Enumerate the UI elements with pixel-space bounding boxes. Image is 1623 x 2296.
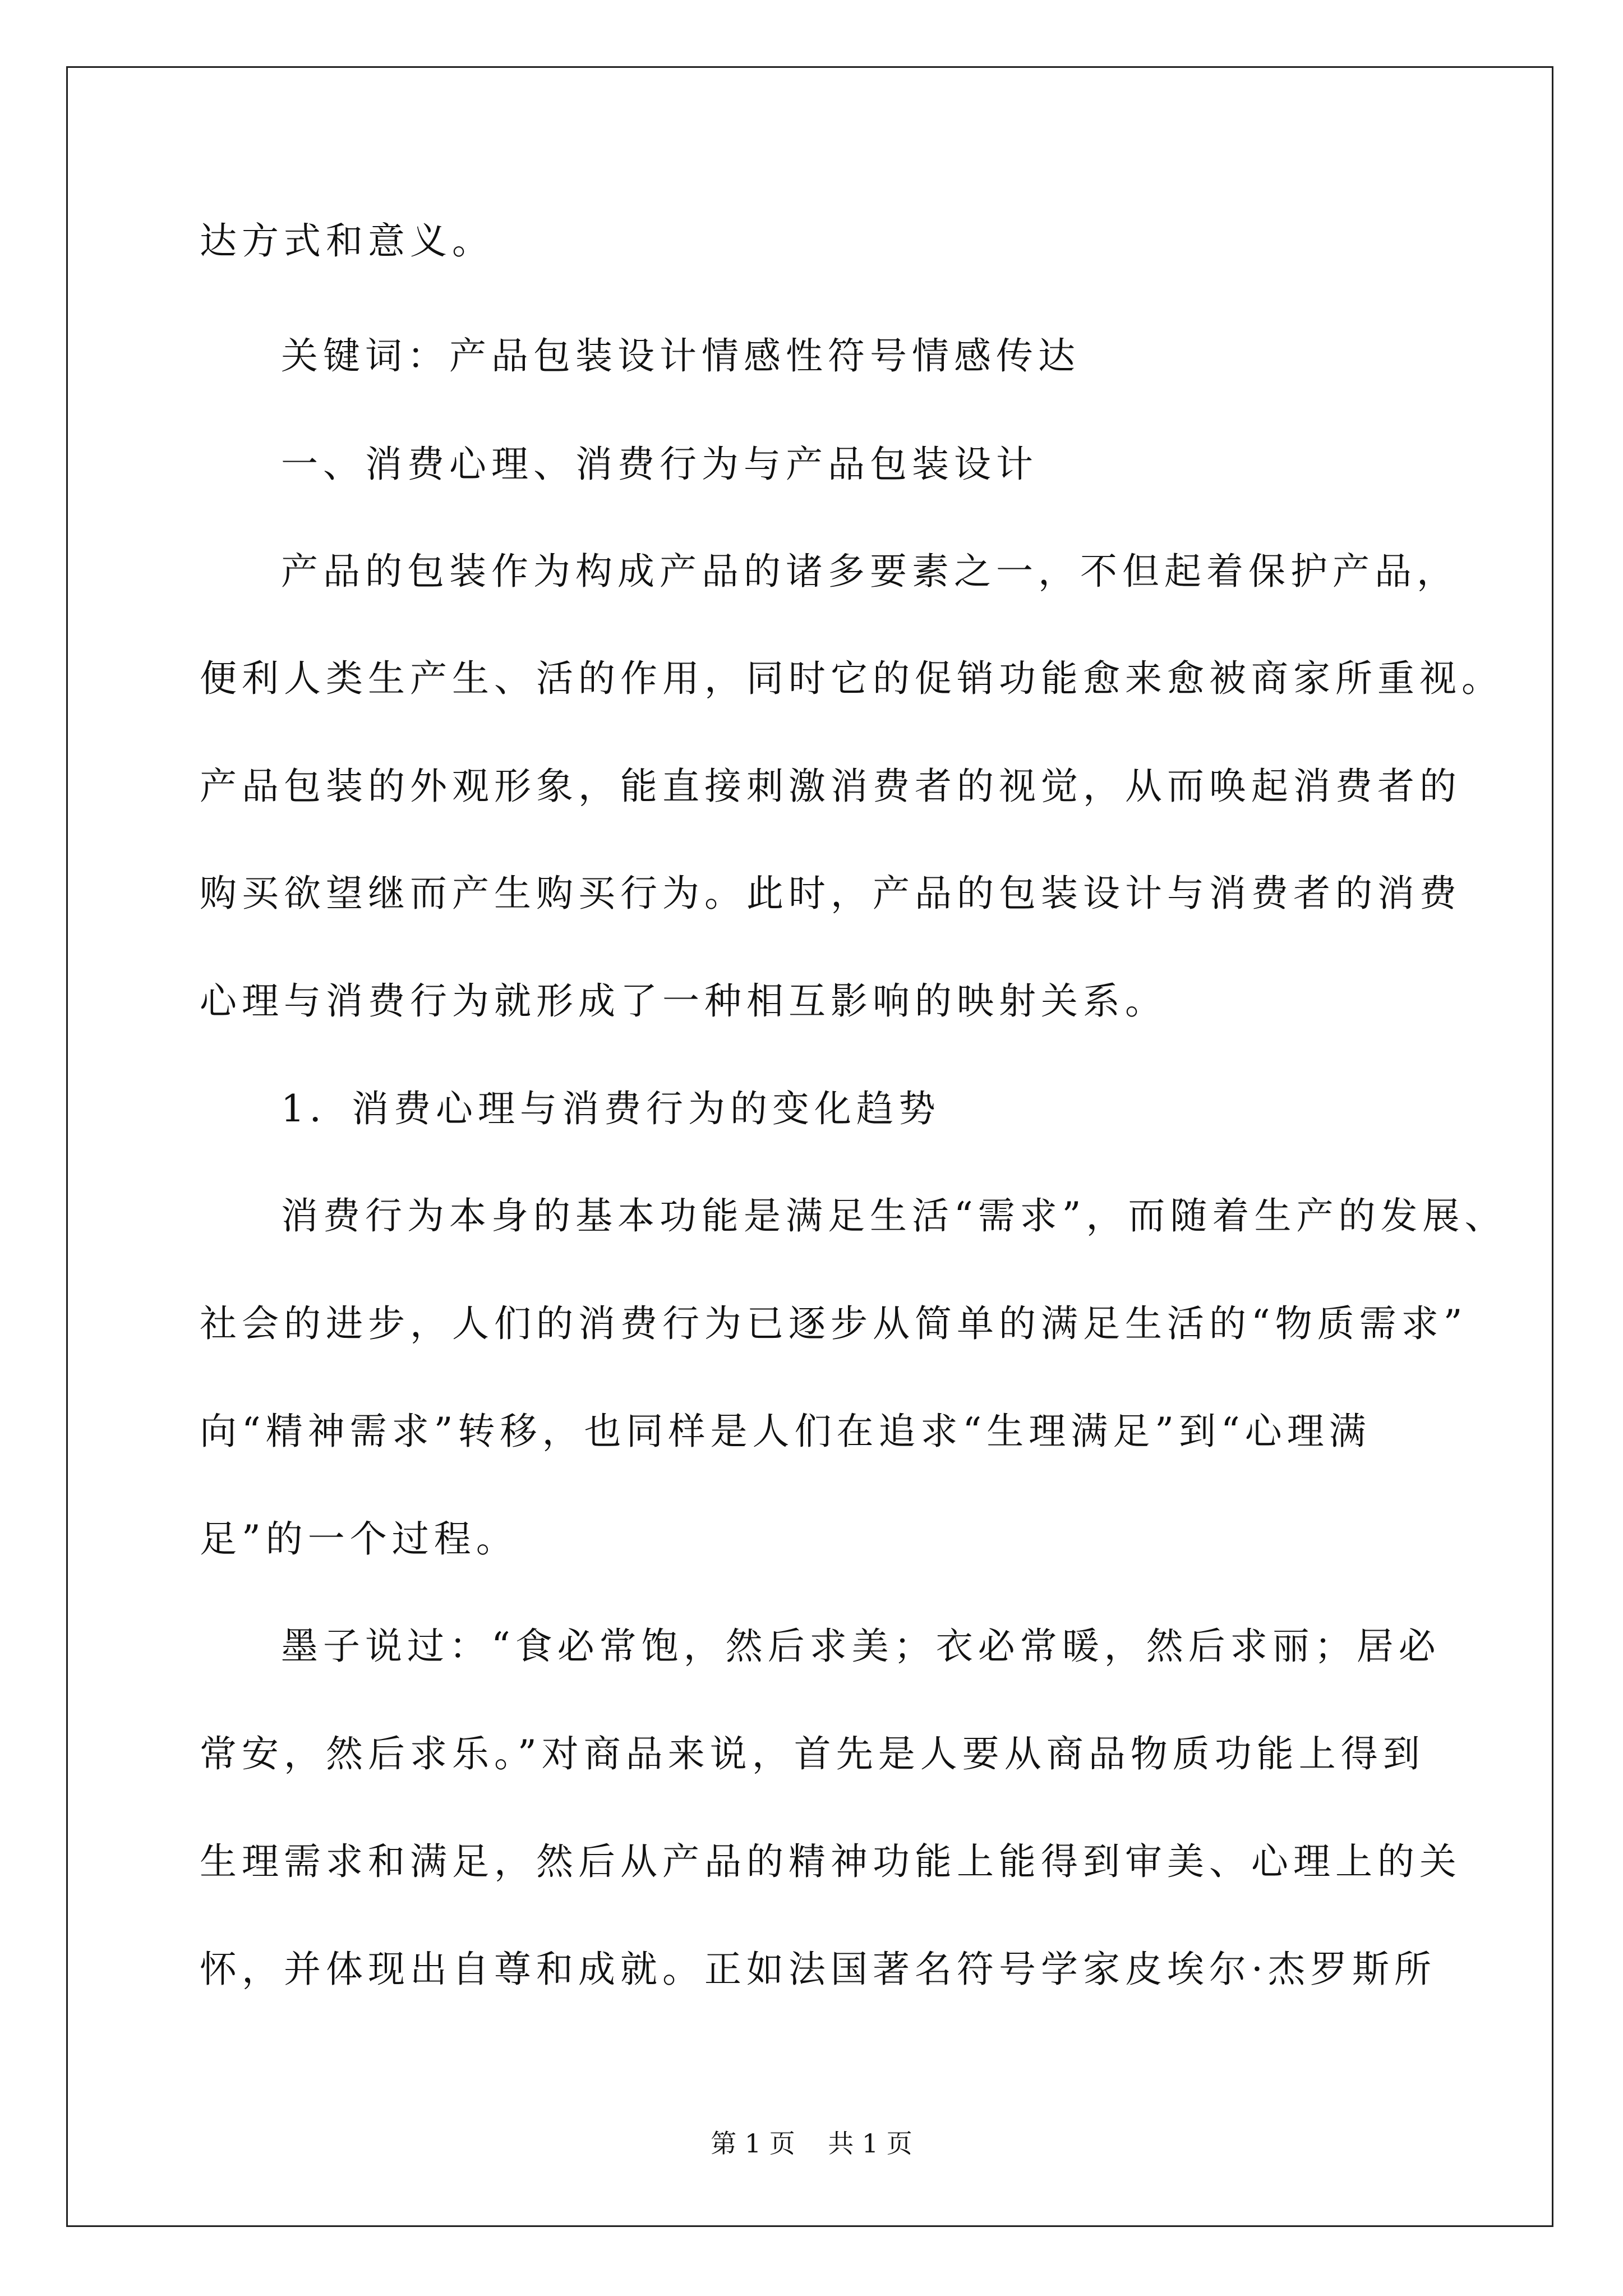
paragraph-line: 产品的包装作为构成产品的诸多要素之一，不但起着保护产品， <box>281 550 1459 593</box>
page-footer: 第 1 页 共 1 页 <box>711 2128 912 2159</box>
paragraph-line: 消费行为本身的基本功能是满足生活“需求”，而随着生产的发展、 <box>281 1194 1507 1237</box>
paragraph-line: 达方式和意义。 <box>200 219 494 263</box>
subsection-heading: 1．消费心理与消费行为的变化趋势 <box>281 1087 940 1130</box>
paragraph-line: 墨子说过：“食必常饱，然后求美；衣必常暖，然后求丽；居必 <box>281 1625 1441 1668</box>
paragraph-line: 便利人类生产生、活的作用，同时它的促销功能愈来愈被商家所重视。 <box>200 657 1504 700</box>
section-heading: 一、消费心理、消费行为与产品包装设计 <box>281 443 1038 486</box>
paragraph-line: 足”的一个过程。 <box>200 1517 518 1561</box>
paragraph-line: 常安，然后求乐。”对商品来说，首先是人要从商品物质功能上得到 <box>200 1732 1425 1775</box>
paragraph-line: 社会的进步，人们的消费行为已逐步从简单的满足生活的“物质需求” <box>200 1302 1468 1345</box>
page-border <box>66 66 1553 2227</box>
paragraph-line: 产品包装的外观形象，能直接刺激消费者的视觉，从而唤起消费者的 <box>200 765 1461 808</box>
paragraph-line: 怀，并体现出自尊和成就。正如法国著名符号学家皮埃尔·杰罗斯所 <box>200 1948 1436 1991</box>
paragraph-line: 向“精神需求”转移，也同样是人们在追求“生理满足”到“心理满 <box>200 1410 1371 1453</box>
keywords-line: 关键词：产品包装设计情感性符号情感传达 <box>281 334 1080 378</box>
paragraph-line: 生理需求和满足，然后从产品的精神功能上能得到审美、心理上的关 <box>200 1840 1461 1883</box>
paragraph-line: 心理与消费行为就形成了一种相互影响的映射关系。 <box>200 979 1167 1023</box>
paragraph-line: 购买欲望继而产生购买行为。此时，产品的包装设计与消费者的消费 <box>200 872 1461 915</box>
